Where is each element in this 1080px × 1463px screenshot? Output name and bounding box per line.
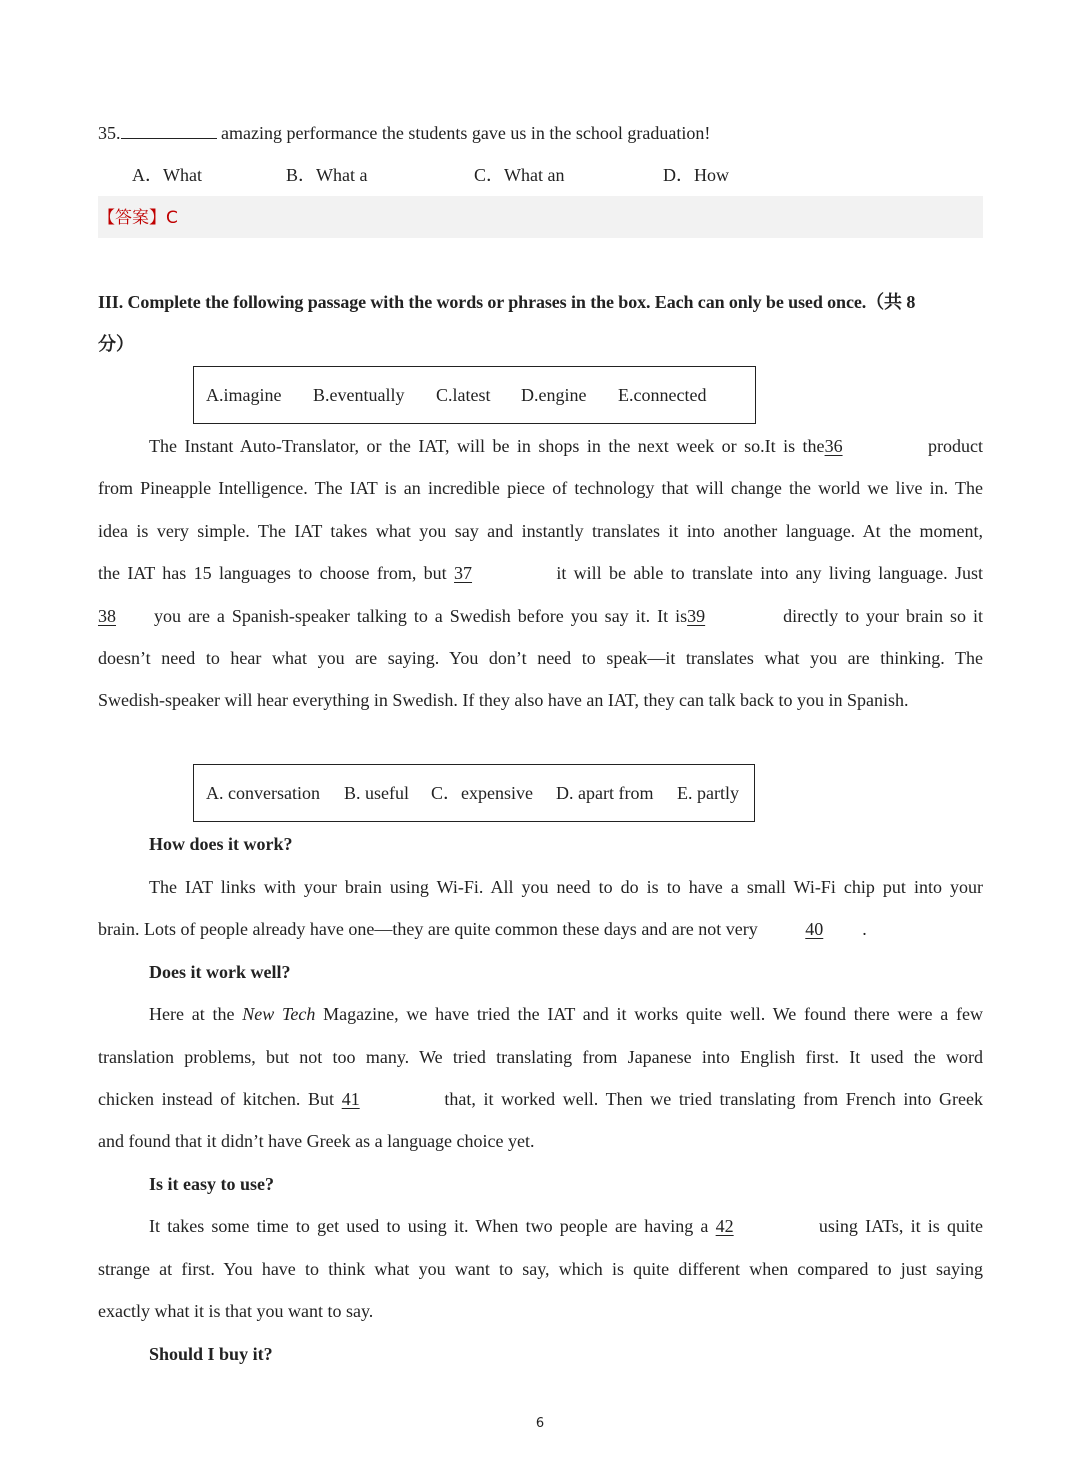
blank-36: 36 bbox=[824, 436, 843, 456]
passage-line: The Instant Auto-Translator, or the IAT, will be in shops in the next week or so.It is the36 product bbox=[98, 425, 983, 467]
question-35 bbox=[98, 112, 983, 154]
answer-text: 【答案】C bbox=[98, 208, 178, 228]
passage-line: exactly what it is that you want to say. bbox=[98, 1301, 374, 1321]
option-c: C．What an bbox=[474, 165, 565, 185]
passage-line: It takes some time to get used to using it. When two people are having a 42 using IATs, it is quite bbox=[98, 1205, 983, 1247]
word-box-1 bbox=[193, 366, 756, 424]
section-heading-points: 分） bbox=[98, 334, 134, 354]
blank-42: 42 bbox=[715, 1216, 734, 1236]
blank-38: 38 bbox=[98, 606, 116, 626]
blank-37: 37 bbox=[454, 563, 473, 583]
question-number: 35. bbox=[98, 123, 121, 143]
passage-line: the IAT has 15 languages to choose from, but 37 it will be able to translate into any living language. Just bbox=[98, 552, 983, 594]
subheading: How does it work? bbox=[149, 834, 293, 854]
option-b: B．What a bbox=[286, 165, 368, 185]
question-stem: amazing performance the students gave us in the school graduation! bbox=[216, 123, 711, 143]
answer-blank bbox=[121, 122, 217, 139]
passage-line: chicken instead of kitchen. But 41 that, it worked well. Then we tried translating from French into Greek bbox=[98, 1078, 983, 1120]
word-option: C.latest bbox=[436, 385, 491, 405]
passage-line: Swedish-speaker will hear everything in Swedish. If they also have an IAT, they can talk back to you in Spanish. bbox=[98, 690, 909, 710]
option-a: A．What bbox=[132, 165, 202, 185]
blank-40: 40 bbox=[805, 919, 824, 939]
question-35-options bbox=[98, 154, 983, 196]
word-option: E.connected bbox=[618, 385, 707, 405]
word-option: B.eventually bbox=[313, 385, 405, 405]
passage-line: idea is very simple. The IAT takes what you say and instantly translates it into another language. At the moment, bbox=[98, 521, 983, 541]
passage-line: and found that it didn’t have Greek as a language choice yet. bbox=[98, 1131, 535, 1151]
magazine-name: New Tech bbox=[242, 1004, 316, 1024]
passage-line: doesn’t need to hear what you are saying. You don’t need to speak—it translates what you are thinking. The bbox=[98, 648, 983, 668]
passage-line: translation problems, but not too many. We tried translating from Japanese into English first. It used the word bbox=[98, 1047, 983, 1067]
option-d: D．How bbox=[663, 165, 729, 185]
word-option: A. conversation bbox=[206, 783, 320, 803]
section-heading: III. Complete the following passage with the words or phrases in the box. Each can only be used once.（共 8 bbox=[98, 292, 916, 312]
passage-line: strange at first. You have to think what you want to say, which is quite different when compared to just saying bbox=[98, 1259, 983, 1279]
subheading: Does it work well? bbox=[149, 962, 291, 982]
blank-39: 39 bbox=[687, 606, 706, 626]
passage-line: brain. Lots of people already have one—they are quite common these days and are not very 40 . bbox=[98, 908, 983, 950]
passage-line: The IAT links with your brain using Wi-Fi. All you need to do is to have a small Wi-Fi chip put into your bbox=[149, 877, 983, 897]
word-box-2 bbox=[193, 764, 755, 822]
word-option: C．expensive bbox=[431, 783, 533, 803]
word-option: D.engine bbox=[521, 385, 587, 405]
passage-line: Here at the New Tech Magazine, we have tried the IAT and it works quite well. We found there were a few bbox=[149, 1004, 983, 1024]
page-number: 6 bbox=[535, 1416, 545, 1431]
subheading: Should I buy it? bbox=[149, 1344, 273, 1364]
word-option: D. apart from bbox=[556, 783, 654, 803]
word-option: A.imagine bbox=[206, 385, 282, 405]
blank-41: 41 bbox=[341, 1089, 360, 1109]
passage-line: 38 you are a Spanish-speaker talking to a Swedish before you say it. It is39 directly to your brain so it bbox=[98, 595, 983, 637]
word-option: E. partly bbox=[677, 783, 739, 803]
answer-bar bbox=[98, 196, 983, 238]
passage-line: from Pineapple Intelligence. The IAT is an incredible piece of technology that will change the world we live in. The bbox=[98, 478, 983, 498]
word-option: B. useful bbox=[344, 783, 409, 803]
subheading: Is it easy to use? bbox=[149, 1174, 274, 1194]
